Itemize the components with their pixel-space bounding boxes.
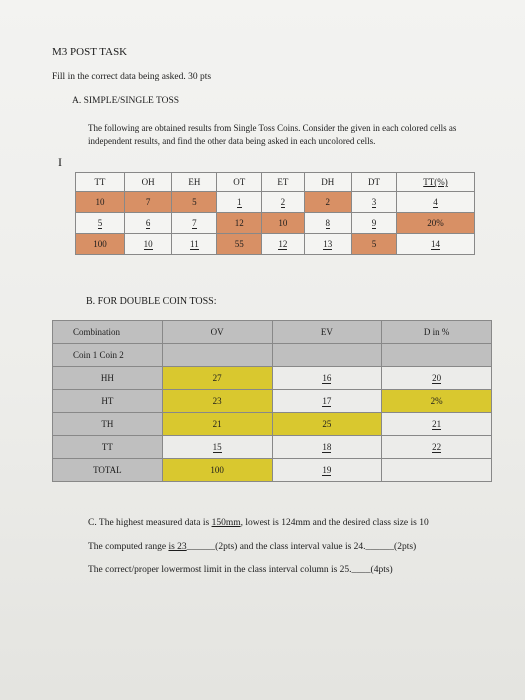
header-cell: OV	[162, 321, 272, 344]
text-cursor-icon: I	[58, 155, 62, 169]
header-cell: DH	[304, 173, 352, 192]
table-cell: 7	[124, 192, 172, 213]
header-cell: Combination	[53, 321, 163, 344]
table-cell: 4	[396, 192, 474, 213]
table-cell: 2%	[382, 390, 492, 413]
table-cell	[272, 344, 382, 367]
table-cell: 13	[304, 234, 352, 255]
table-row	[53, 367, 492, 390]
table-total-row	[53, 459, 492, 482]
table-cell: TH	[53, 413, 163, 436]
table-cell: 2	[262, 192, 304, 213]
table-cell: 100	[162, 459, 272, 482]
single-toss-table	[75, 172, 475, 255]
table-cell: 17	[272, 390, 382, 413]
header-cell: OT	[217, 173, 262, 192]
table-cell: 10	[76, 192, 125, 213]
table-row	[76, 213, 475, 234]
header-cell: EV	[272, 321, 382, 344]
table-row	[53, 436, 492, 459]
table-cell: 21	[382, 413, 492, 436]
table-subheader-row	[53, 344, 492, 367]
table-cell: TT	[53, 436, 163, 459]
table-cell: 1	[217, 192, 262, 213]
table-cell	[382, 459, 492, 482]
table-cell: 16	[272, 367, 382, 390]
header-cell: EH	[172, 173, 217, 192]
table-row	[53, 390, 492, 413]
page-title: M3 POST TASK	[52, 46, 128, 58]
table-cell: 12	[262, 234, 304, 255]
header-cell: TT(%)	[396, 173, 474, 192]
table-cell: 6	[124, 213, 172, 234]
table-cell: 2	[304, 192, 352, 213]
table-cell: 20%	[396, 213, 474, 234]
table-cell: 22	[382, 436, 492, 459]
table-cell: 100	[76, 234, 125, 255]
section-a-heading: A. SIMPLE/SINGLE TOSS	[72, 96, 180, 106]
instruction-text: Fill in the correct data being asked. 30 pts	[52, 72, 212, 82]
header-cell: D in %	[382, 321, 492, 344]
header-cell: ET	[262, 173, 304, 192]
table-cell: 25	[272, 413, 382, 436]
table-cell: 15	[162, 436, 272, 459]
table-cell: 14	[396, 234, 474, 255]
table-cell: 18	[272, 436, 382, 459]
table-cell: 7	[172, 213, 217, 234]
table-cell: 9	[352, 213, 397, 234]
table-header-row	[76, 173, 475, 192]
table-cell: 5	[76, 213, 125, 234]
table-cell: 10	[262, 213, 304, 234]
table-cell: HH	[53, 367, 163, 390]
table-cell: 21	[162, 413, 272, 436]
table-cell: 12	[217, 213, 262, 234]
table-cell: 3	[352, 192, 397, 213]
table-row	[53, 413, 492, 436]
table-cell: 55	[217, 234, 262, 255]
double-toss-table	[52, 320, 492, 482]
table-row	[76, 192, 475, 213]
table-cell: 11	[172, 234, 217, 255]
section-c-line-3: The correct/proper lowermost limit in the class interval column is 25.____(4pts)	[88, 565, 393, 575]
table-cell: 23	[162, 390, 272, 413]
header-cell: DT	[352, 173, 397, 192]
table-cell: 27	[162, 367, 272, 390]
table-cell: 20	[382, 367, 492, 390]
section-c-line-2: The computed range is 23______(2pts) and the class interval value is 24.______(2pts)	[88, 542, 417, 552]
table-cell	[162, 344, 272, 367]
section-b-heading: B. FOR DOUBLE COIN TOSS:	[86, 296, 217, 307]
section-a-paragraph: The following are obtained results from Single Toss Coins. Consider the given in each colored cells as independent results, and find the other data being asked in each uncolored cells.	[88, 123, 457, 146]
table-cell: 8	[304, 213, 352, 234]
header-cell: TT	[76, 173, 125, 192]
table-cell: HT	[53, 390, 163, 413]
table-cell: 5	[352, 234, 397, 255]
table-cell: 19	[272, 459, 382, 482]
subheader-cell: Coin 1 Coin 2	[53, 344, 163, 367]
table-row	[76, 234, 475, 255]
header-cell: OH	[124, 173, 172, 192]
table-cell: 10	[124, 234, 172, 255]
table-cell: 5	[172, 192, 217, 213]
table-cell: TOTAL	[53, 459, 163, 482]
table-header-row	[53, 321, 492, 344]
section-c-line-1: C. The highest measured data is 150mm, lowest is 124mm and the desired class size is 10	[88, 518, 429, 528]
table-cell	[382, 344, 492, 367]
